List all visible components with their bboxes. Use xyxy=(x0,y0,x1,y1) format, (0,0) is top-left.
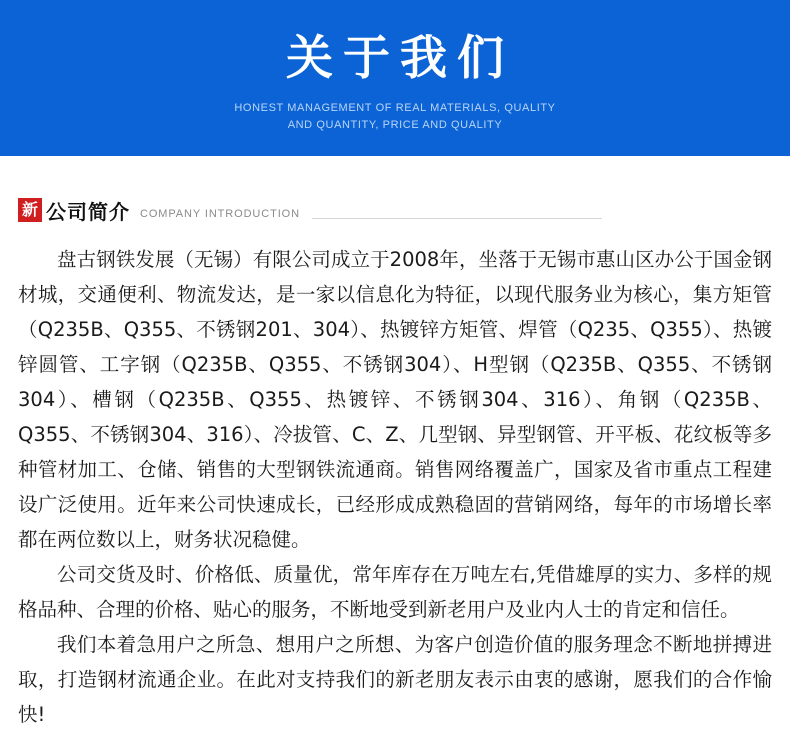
section-title-cn: 公司简介 xyxy=(46,200,130,224)
banner-subtitle xyxy=(234,100,555,134)
brand-mark-icon: 新 xyxy=(18,198,42,222)
paragraph-1: 盘古钢铁发展（无锡）有限公司成立于2008年，坐落于无锡市惠山区办公于国金钢材城，交通便利、物流发达，是一家以信息化为特征，以现代服务业为核心，集方矩管（Q235B、Q355、不锈钢201、304）、热镀锌方矩管、焊管（Q235、Q355）、热镀锌圆管、工字钢（Q235B、Q355、不锈钢304）、H型钢（Q235B、Q355、不锈钢304）、槽钢（Q235B、Q355、热镀锌、不锈钢304、316）、角钢（Q235B、Q355、不锈钢304、316）、冷拔管、C、Z、几型钢、异型钢管、开平板、花纹板等多种管材加工、仓储、销售的大型钢铁流通商。销售网络覆盖广，国家及省市重点工程建设广泛使用。近年来公司快速成长，已经形成成熟稳固的营销网络，每年的市场增长率都在两位数以上，财务状况稳健。 xyxy=(18,248,772,551)
section-divider xyxy=(312,218,602,219)
paragraph-2: 公司交货及时、价格低、质量优，常年库存在万吨左右,凭借雄厚的实力、多样的规格品种、合理的价格、贴心的服务，不断地受到新老用户及业内人士的肯定和信任。 xyxy=(18,563,772,621)
section-heading xyxy=(18,190,772,224)
section-title-en: COMPANY INTRODUCTION xyxy=(140,208,300,220)
banner-subtitle-line2: AND QUANTITY, PRICE AND QUALITY xyxy=(287,119,503,131)
paragraph-3: 我们本着急用户之所急、想用户之所想、为客户创造价值的服务理念不断地拼搏进取，打造钢材流通企业。在此对支持我们的新老朋友表示由衷的感谢，愿我们的合作愉快! xyxy=(18,633,772,726)
banner-subtitle-line1: HONEST MANAGEMENT OF REAL MATERIALS, QUALITY xyxy=(234,102,556,114)
banner-title: 关于我们 xyxy=(286,31,514,86)
company-introduction-text xyxy=(18,242,772,732)
page-banner xyxy=(0,0,790,156)
